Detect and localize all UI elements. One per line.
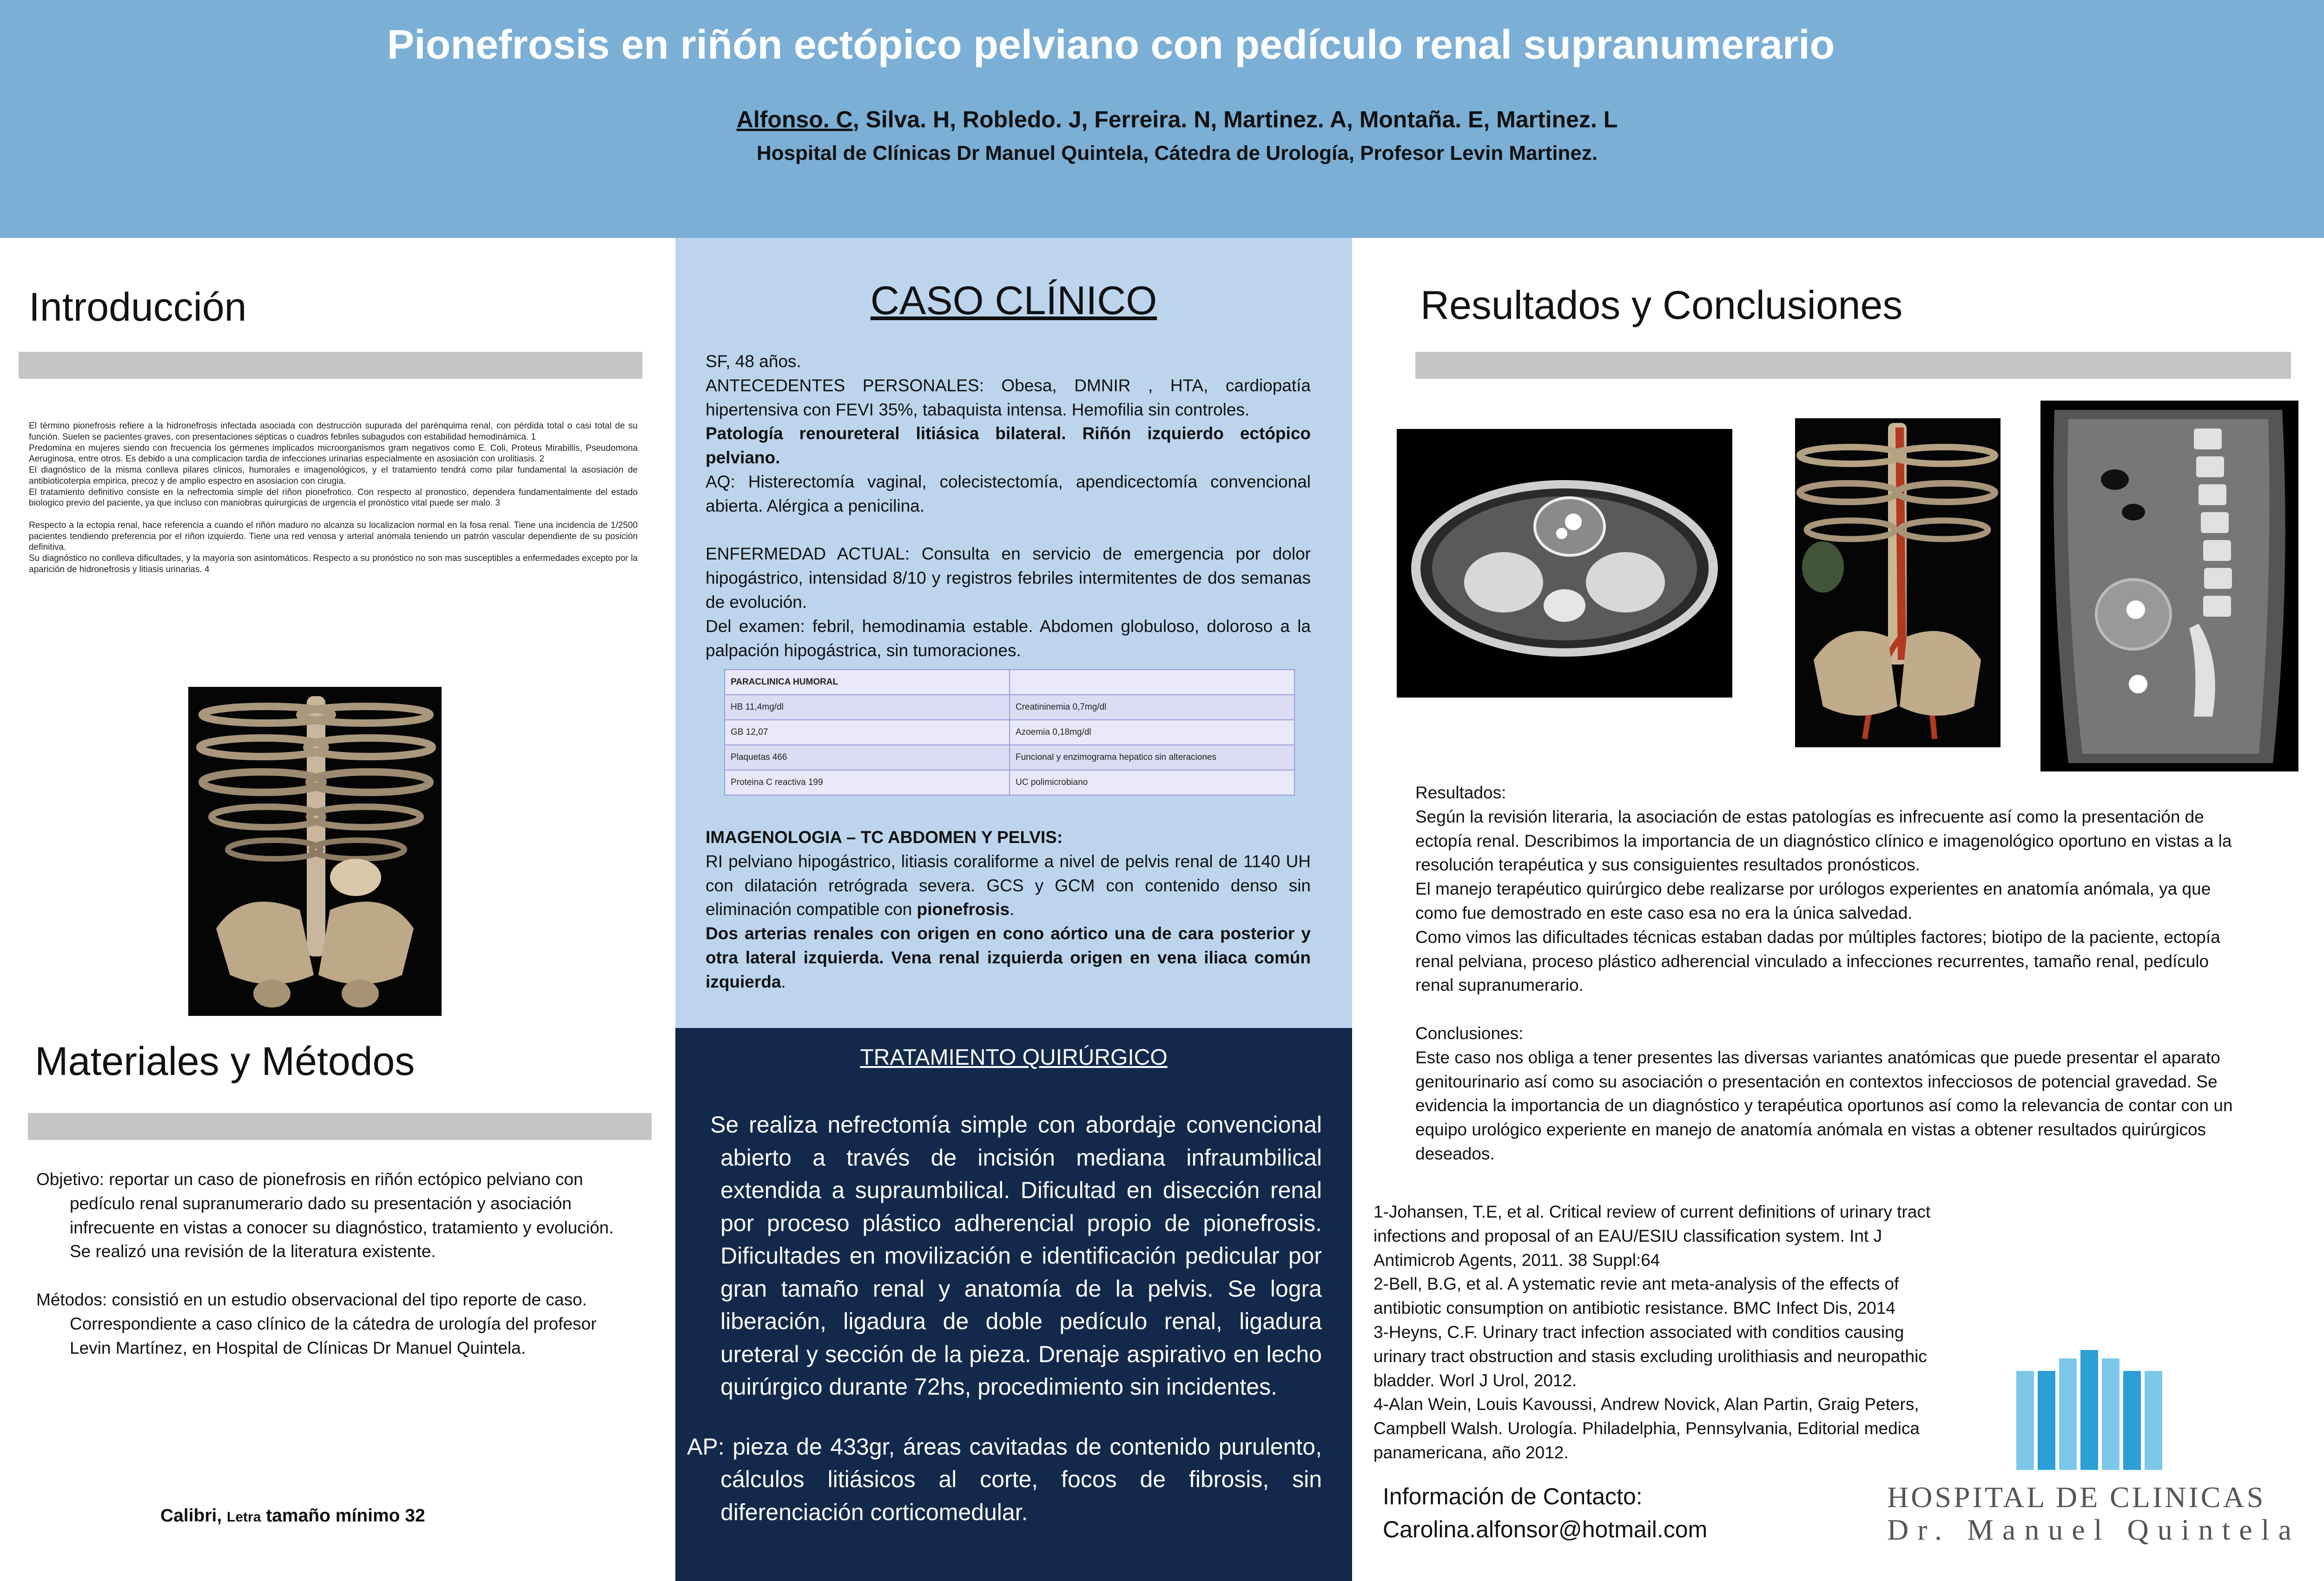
contact-label: Información de Contacto:	[1383, 1483, 1643, 1509]
intro-paragraph: Predomina en mujeres siendo con frecuencia los gérmenes implicados microorganismos gram negativos como E. Coli, Proteus Mirabillis, Pseudomona Aeruginosa, entre otros. Es debido a una complicacion tardia de infecciones urinarias especialmente en asosiación con urolitiasis. 2	[29, 443, 638, 464]
methods-blank	[36, 1264, 636, 1288]
methods-text	[36, 1167, 636, 1360]
case-heading: CASO CLÍNICO	[870, 278, 1157, 323]
conclusions-text: Este caso nos obliga a tener presentes las diversas variantes anatómicas que puede presentar el aparato genitourinario así como su asociación o presentación en contextos infecciosos de potencial gravedad. Se evidencia la importancia de un diagnóstico y terapéutica oportunos así como la relevancia de contar con un equipo urológico experiente en manejo de anatomía anómala en vistas a obtener resultados quirúrgicos deseados.	[1415, 1047, 2233, 1163]
table-cell: Creatininemia 0,7mg/dl	[1010, 695, 1294, 720]
intro-paragraph: Su diagnóstico no conlleva dificultades, y la mayoría son asintomáticos. Respecto a su pronóstico no son mas susceptibles a enfermedades excepto por la aparición de hidronefrosis y litiasis urinarias. 4	[29, 553, 638, 574]
footnote-font: Calibri,	[160, 1506, 227, 1526]
imaging-text	[706, 825, 1311, 994]
logo-text-name: Dr. Manuel Quintela	[1887, 1513, 2300, 1546]
results-label: Resultados:	[1415, 783, 1506, 802]
arteries-period: .	[781, 972, 786, 991]
reference-item: 3-Heyns, C.F. Urinary tract infection associated with conditios causing urinary tract obstruction and stasis excluding urolithiasis and neuropathic bladder. Worl J Urol, 2012.	[1373, 1322, 1927, 1390]
results-blank	[1415, 997, 2247, 1021]
imaging-findings	[706, 850, 1311, 922]
table-cell: Azoemia 0,18mg/dl	[1010, 720, 1294, 745]
objective-text: Objetivo: reportar un caso de pionefrosis en riñón ectópico pelviano con pedículo renal supranumerario dado su presentación y asociación infrecuente en vistas a conocer su diagnóstico, tratamiento y evolución. Se realizó una revisión de la literatura existente.	[36, 1170, 614, 1261]
treatment-procedure: Se realiza nefrectomía simple con abordaje convencional abierto a través de incisión mediana infraumbilical extendida a supraumbilical. Dificultad en disección renal por proceso plástico adherencial propio de pionefrosis. Dificultades en movilización e identificación pedicular por gran tamaño renal y anatomía de la pelvis. Se logra liberación, ligadura de doble pedículo renal, ligadura ureteral y sección de la pieza. Drenaje aspirativo en lecho quirúrgico durante 72hs, procedimiento sin incidentes.	[710, 1112, 1322, 1400]
arteries-text: Dos arterias renales con origen en cono aórtico una de cara posterior y otra lateral izquierda. Vena renal izquierda origen en vena iliaca común izquierda	[706, 924, 1311, 991]
imaging-findings-text: RI pelviano hipogástrico, litiasis coraliforme a nivel de pelvis renal de 1140 UH con dilatación retrógrada severa. GCS y GCM con contenido denso sin eliminación compatible con	[706, 851, 1311, 919]
table-row	[725, 670, 1294, 695]
reference-item: 2-Bell, B.G, et al. A ystematic revie ant meta-analysis of the effects of antibiotic consumption on antibiotic resistance. BMC Infect Dis, 2014	[1373, 1274, 1899, 1318]
imaging-diagnosis: pionefrosis	[917, 900, 1010, 919]
results-divider	[1415, 352, 2291, 379]
reference-item: 4-Alan Wein, Louis Kavoussi, Andrew Novick, Alan Partin, Graig Peters, Campbell Walsh. Urología. Philadelphia, Pennsylvania, Editorial medica panamericana, año 2012.	[1373, 1395, 1920, 1462]
intro-heading: Introducción	[29, 285, 247, 329]
case-pathology: Patología renoureteral litiásica bilateral. Riñón izquierdo ectópico pelviano.	[706, 424, 1311, 468]
methods-heading: Materiales y Métodos	[35, 1039, 415, 1084]
treatment-text	[687, 1108, 1322, 1528]
first-author: Alfonso. C	[736, 106, 853, 132]
poster-title: Pionefrosis en riñón ectópico pelviano con pedículo renal supranumerario	[387, 21, 1835, 67]
case-text	[706, 349, 1311, 662]
ct-axial-image	[1397, 429, 1732, 698]
case-exam: Del examen: febril, hemodinamia estable. Abdomen globuloso, doloroso a la palpación hipogástrica, sin tumoraciones.	[706, 616, 1311, 660]
table-row	[725, 745, 1294, 770]
case-history: ANTECEDENTES PERSONALES: Obesa, DMNIR , HTA, cardiopatía hipertensiva con FEVI 35%, tabaquista intensa. Hemofilia sin controles.	[706, 375, 1311, 419]
results-paragraph: El manejo terapéutico quirúrgico debe realizarse por urólogos experientes en anatomía anómala, ya que como fue demostrado en este caso esa no era la única salvedad.	[1415, 879, 2211, 922]
intro-paragraph: Respecto a la ectopia renal, hace referencia a cuando el riñón maduro no alcanza su localizacion normal en la fosa renal. Tiene una incidencia de 1/2500 pacientes tendiendo preferencia por el riñon izquierdo. Tiene una red venosa y arterial anómala teniendo un patrón vascular dependiente de su posición definitiva.	[29, 520, 638, 553]
table-cell: GB 12,07	[725, 720, 1010, 745]
results-text	[1415, 781, 2247, 1166]
results-heading: Resultados y Conclusiones	[1420, 283, 1903, 328]
ct-sagittal-image	[2040, 401, 2298, 771]
table-cell	[1010, 670, 1294, 695]
conclusions-label: Conclusiones:	[1415, 1023, 1524, 1043]
methods-divider	[28, 1113, 652, 1140]
case-current-illness: ENFERMEDAD ACTUAL: Consulta en servicio de emergencia por dolor hipogástrico, intensidad 8/10 y registros febriles intermitentes de dos semanas de evolución.	[706, 544, 1311, 612]
intro-text	[29, 421, 638, 575]
intro-paragraph: El diagnóstico de la misma conlleva pilares clinicos, humorales e imagenológicos, y el tratamiento tendrá como pilar fundamental la asosiación de antibioticoterpia empirica, precoz y de amplio espectro en asosiacion con cirugia.	[29, 465, 638, 486]
results-paragraph: Como vimos las dificultades técnicas estaban dadas por múltiples factores; biotipo de la paciente, ectopía renal pelviana, proceso plástico adherencial vinculado a infecciones recurrentes, tamaño renal, pedículo renal supranumerario.	[1415, 927, 2220, 995]
intro-paragraph: El término pionefrosis refiere a la hidronefrosis infectada asociada con destrucción supurada del parénquima renal, con pérdida total o casi total de su función. Suelen se pacientes graves, con presentaciones sépticas o cuadros febriles subagudos con estabilidad hemodinámica. 1	[29, 421, 638, 442]
lab-results-table	[724, 669, 1295, 796]
logo-text-hospital: HOSPITAL DE CLINICAS	[1887, 1481, 2266, 1514]
table-row	[725, 695, 1294, 720]
hospital-logo-icon	[2016, 1350, 2170, 1470]
ct-3d-reconstruction-image	[188, 687, 442, 1016]
footnote-size: tamaño mínimo 32	[261, 1506, 425, 1526]
table-row	[725, 770, 1294, 795]
references-list	[1373, 1200, 1950, 1465]
intro-divider	[19, 352, 642, 379]
ct-3d-vascular-image	[1795, 418, 2000, 747]
table-title: PARACLINICA HUMORAL	[725, 670, 1010, 695]
table-cell: Plaquetas 466	[725, 745, 1010, 770]
table-cell: Proteina C reactiva 199	[725, 770, 1010, 795]
case-surgeries: AQ: Histerectomía vaginal, colecistectomía, apendicectomía convencional abierta. Alérgica a penicilina.	[706, 472, 1311, 515]
treatment-heading: TRATAMIENTO QUIRÚRGICO	[860, 1045, 1168, 1070]
contact-email[interactable]: Carolina.alfonsor@hotmail.com	[1383, 1516, 1708, 1542]
other-authors: , Silva. H, Robledo. J, Ferreira. N, Martinez. A, Montaña. E, Martinez. L	[852, 106, 1618, 132]
imaging-period: .	[1009, 900, 1015, 919]
footnote-letra: Letra	[227, 1509, 261, 1525]
table-cell: UC polimicrobiano	[1010, 770, 1294, 795]
intro-paragraph-blank	[29, 509, 638, 520]
intro-paragraph: El tratamiento definitivo consiste en la nefrectomia simple del riñon pionefrotico. Con respecto al pronostico, dependera fundamentalmente del estado biologico previo del paciente, ya que incluso con maniobras quirurgicas de urgencia el pronóstico vital puede ser malo. 3	[29, 487, 638, 508]
font-footnote	[160, 1506, 425, 1526]
case-blank	[706, 518, 1311, 542]
imaging-heading: IMAGENOLOGIA – TC ABDOMEN Y PELVIS:	[706, 828, 1063, 847]
treatment-pathology: AP: pieza de 433gr, áreas cavitadas de contenido purulento, cálculos litiásicos al corte, focos de fibrosis, sin diferenciación corticomedular.	[687, 1433, 1322, 1525]
table-row	[725, 720, 1294, 745]
table-cell: Funcional y enzimograma hepatico sin alteraciones	[1010, 745, 1294, 770]
results-paragraph: Según la revisión literaria, la asociación de estas patologías es infrecuente así como la presentación de ectopía renal. Describimos la importancia de un diagnóstico clínico e imagenológico oportuno en vistas a la resolución terapéutica y sus consiguientes resultados pronósticos.	[1415, 807, 2232, 875]
reference-item: 1-Johansen, T.E, et al. Critical review of current definitions of urinary tract infections and proposal of an EAU/ESIU classification system. Int J Antimicrob Agents, 2011. 38 Suppl:64	[1373, 1202, 1931, 1270]
institution: Hospital de Clínicas Dr Manuel Quintela, Cátedra de Urología, Profesor Levin Martinez.	[756, 142, 1598, 165]
table-cell: HB 11,4mg/dl	[725, 695, 1010, 720]
author-list	[0, 106, 2324, 133]
arteries-finding	[706, 922, 1311, 994]
case-age: SF, 48 años.	[706, 352, 801, 371]
contact-block	[1383, 1480, 1707, 1546]
methods-description: Métodos: consistió en un estudio observacional del tipo reporte de caso. Correspondiente a caso clínico de la cátedra de urología del profesor Levin Martínez, en Hospital de Clínicas Dr Manuel Quintela.	[36, 1290, 597, 1357]
